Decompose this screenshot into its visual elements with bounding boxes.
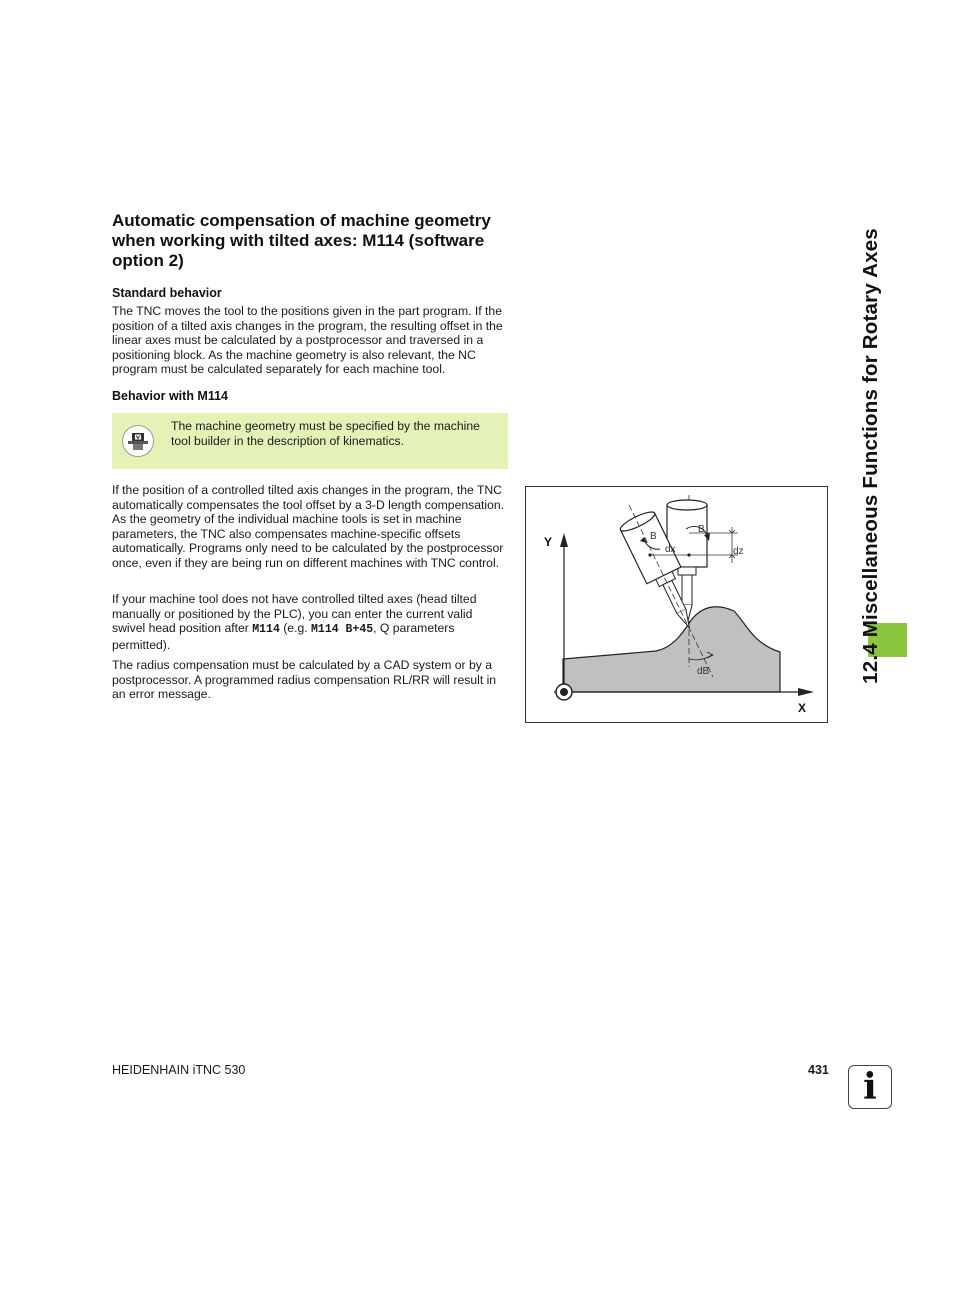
note-text: The machine geometry must be specified by the machine tool builder in the description of kinematics.	[171, 419, 480, 448]
workpiece-shape	[563, 607, 780, 692]
x-axis-arrow	[798, 688, 814, 696]
para2-text-1: If your machine tool does not have controlled tilted axes (head tilted manually or positioned by the PLC), you can enter the current valid swivel head position after	[112, 592, 477, 635]
section-title: Automatic compensation of machine geometry when working with tilted axes: M114 (software option 2)	[112, 211, 491, 270]
machine-dependent-icon	[122, 425, 154, 457]
page-number: 431	[808, 1063, 829, 1077]
para2-text-3: , Q parameters permitted).	[112, 621, 455, 652]
dx-label: dx	[665, 544, 676, 555]
side-tab-title: 12.4 Miscellaneous Functions for Rotary Axes	[859, 228, 882, 684]
code-m114: M114	[252, 623, 280, 636]
note-box	[112, 413, 508, 469]
y-axis-arrow	[560, 533, 568, 547]
code-m114-b45: M114 B+45	[311, 623, 374, 636]
tilted-b-label: B	[650, 531, 657, 542]
standard-behavior-text: The TNC moves the tool to the positions given in the part program. If the position of a tilted axis changes in the program, the resulting offset in the linear axes must be calculated by a postprocessor and traversed in a positioning block. As the machine geometry is also relevant, the NC program must be calculated separately for each machine tool.	[112, 304, 503, 376]
m114-paragraph-1: If the position of a controlled tilted axis changes in the program, the TNC automatically compensates the tool offset by a 3-D length compensation. As the geometry of the individual machine tools is set in machine parameters, the TNC also compensates machine-specific offsets automatically. Programs only need to be calculated by the postprocessor once, even if they are being run on different machines with TNC control.	[112, 483, 505, 570]
y-axis-label: Y	[544, 535, 553, 549]
db-label: dB	[697, 666, 710, 677]
m114-paragraph-2	[112, 592, 508, 652]
standard-behavior-heading: Standard behavior	[112, 286, 222, 300]
para2-text-2: (e.g.	[279, 621, 312, 635]
behavior-m114-heading: Behavior with M114	[112, 389, 229, 403]
info-glyph: i	[863, 1066, 877, 1108]
tilted-axis-figure	[525, 486, 828, 723]
side-tab	[851, 215, 891, 697]
footer-manual-title: HEIDENHAIN iTNC 530	[112, 1063, 246, 1077]
x-axis-label: X	[798, 701, 807, 715]
vertical-b-label: B	[698, 524, 705, 535]
figure-drawing	[526, 487, 827, 722]
info-icon	[848, 1065, 892, 1109]
dz-label: dz	[733, 546, 744, 557]
m114-paragraph-3: The radius compensation must be calculated by a CAD system or by a postprocessor. A programmed radius compensation RL/RR will result in an error message.	[112, 658, 497, 701]
